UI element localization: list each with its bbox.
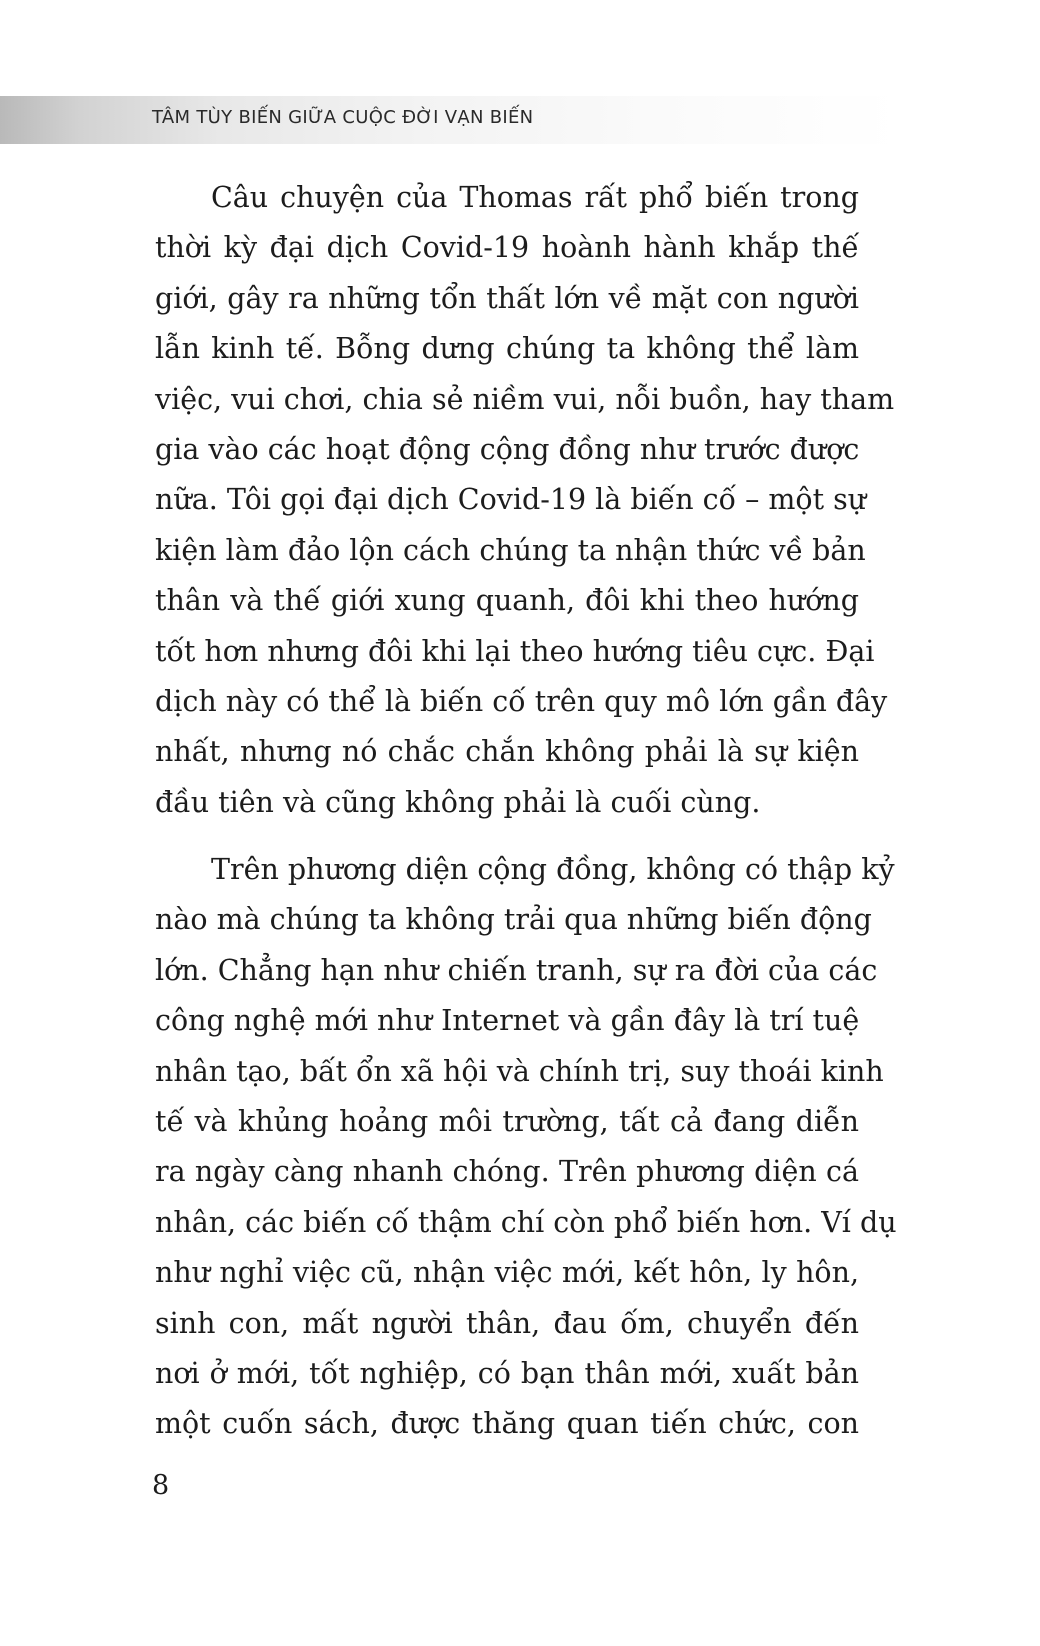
text-line: công nghệ mới như Internet và gần đây là trí tuệ bbox=[155, 1004, 860, 1038]
text-line: tế và khủng hoảng môi trường, tất cả đang diễn bbox=[155, 1105, 859, 1139]
text-line: nhất, nhưng nó chắc chắn không phải là sự kiện bbox=[155, 735, 859, 769]
text-line: thân và thế giới xung quanh, đôi khi theo hướng bbox=[155, 584, 859, 618]
text-line: nhân, các biến cố thậm chí còn phổ biến hơn. Ví dụ bbox=[155, 1205, 897, 1239]
text-line: thời kỳ đại dịch Covid-19 hoành hành khắp thế bbox=[155, 231, 859, 265]
text-line: việc, vui chơi, chia sẻ niềm vui, nỗi buồn, hay tham bbox=[155, 382, 895, 416]
text-line: Trên phương diện cộng đồng, không có thập kỷ bbox=[211, 853, 895, 887]
text-line: ra ngày càng nhanh chóng. Trên phương diện cá bbox=[155, 1155, 859, 1189]
text-line: sinh con, mất người thân, đau ốm, chuyển đến bbox=[155, 1306, 859, 1340]
text-line: như nghỉ việc cũ, nhận việc mới, kết hôn, ly hôn, bbox=[155, 1256, 859, 1290]
text-line: lớn. Chẳng hạn như chiến tranh, sự ra đời của các bbox=[155, 953, 878, 987]
text-line: Câu chuyện của Thomas rất phổ biến trong bbox=[211, 181, 859, 214]
text-line: dịch này có thể là biến cố trên quy mô lớn gần đây bbox=[155, 684, 888, 718]
text-line: nào mà chúng ta không trải qua những biến động bbox=[155, 903, 872, 937]
body-text bbox=[155, 173, 897, 1450]
text-line: lẫn kinh tế. Bỗng dưng chúng ta không thể làm bbox=[155, 332, 859, 366]
text-line: kiện làm đảo lộn cách chúng ta nhận thức về bản bbox=[155, 533, 866, 567]
text-line: một cuốn sách, được thăng quan tiến chức, con bbox=[155, 1407, 859, 1441]
text-line: nhân tạo, bất ổn xã hội và chính trị, suy thoái kinh bbox=[155, 1054, 884, 1088]
text-line: nữa. Tôi gọi đại dịch Covid-19 là biến cố – một sự bbox=[155, 483, 867, 517]
paragraph-2 bbox=[155, 845, 897, 1450]
paragraph-1 bbox=[155, 173, 895, 828]
text-line: giới, gây ra những tổn thất lớn về mặt con người bbox=[155, 281, 859, 315]
page-number: 8 bbox=[152, 1470, 170, 1501]
running-head-title: TÂM TÙY BIẾN GIỮA CUỘC ĐỜI VẠN BIẾN bbox=[152, 107, 534, 128]
text-line: tốt hơn nhưng đôi khi lại theo hướng tiêu cực. Đại bbox=[155, 634, 875, 668]
text-line: đầu tiên và cũng không phải là cuối cùng. bbox=[155, 785, 761, 819]
text-line: nơi ở mới, tốt nghiệp, có bạn thân mới, xuất bản bbox=[155, 1356, 859, 1390]
text-line: gia vào các hoạt động cộng đồng như trước được bbox=[155, 432, 860, 466]
